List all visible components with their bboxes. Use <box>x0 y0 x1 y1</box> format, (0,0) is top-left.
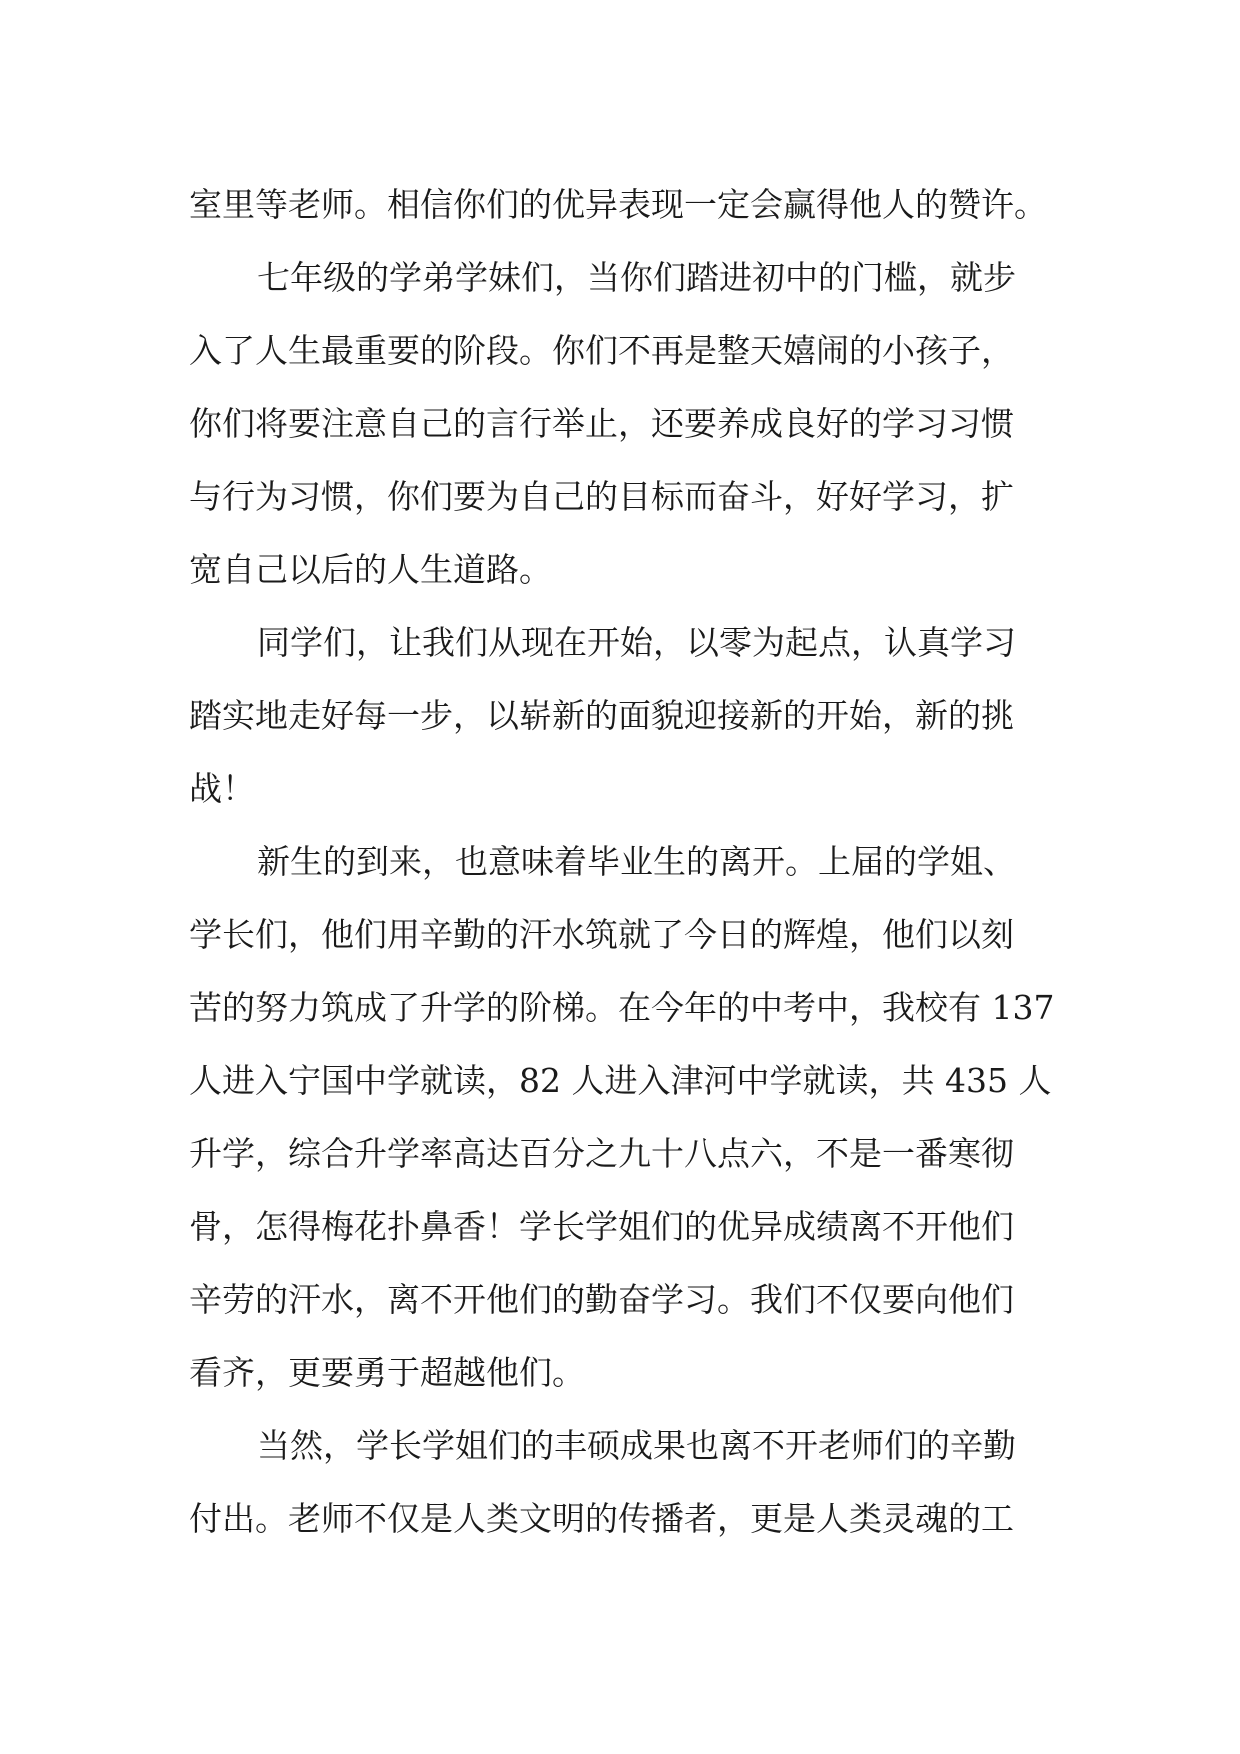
text-line: 入了人生最重要的阶段。你们不再是整天嬉闹的小孩子， <box>189 331 1014 370</box>
paragraph-start-line: 新生的到来，也意味着毕业生的离开。上届的学姐、 <box>257 842 1016 881</box>
paragraph-start-line: 同学们，让我们从现在开始，以零为起点，认真学习 <box>257 623 1016 662</box>
text-line: 看齐，更要勇于超越他们。 <box>189 1353 585 1392</box>
text-line: 辛劳的汗水，离不开他们的勤奋学习。我们不仅要向他们 <box>189 1280 1014 1319</box>
text-line: 室里等老师。相信你们的优异表现一定会赢得他人的赞许。 <box>189 185 1047 224</box>
text-line: 苦的努力筑成了升学的阶梯。在今年的中考中，我校有 137 <box>189 988 1055 1027</box>
text-line: 骨，怎得梅花扑鼻香！学长学姐们的优异成绩离不开他们 <box>189 1207 1014 1246</box>
text-line: 人进入宁国中学就读，82 人进入津河中学就读，共 435 人 <box>189 1061 1052 1100</box>
paragraph-start-line: 七年级的学弟学妹们，当你们踏进初中的门槛，就步 <box>257 258 1016 297</box>
text-line: 战！ <box>189 769 255 808</box>
text-line: 学长们，他们用辛勤的汗水筑就了今日的辉煌，他们以刻 <box>189 915 1014 954</box>
body-text <box>189 168 1059 1555</box>
text-line: 宽自己以后的人生道路。 <box>189 550 552 589</box>
text-line: 付出。老师不仅是人类文明的传播者，更是人类灵魂的工 <box>189 1499 1014 1538</box>
paragraph-start-line: 当然，学长学姐们的丰硕成果也离不开老师们的辛勤 <box>257 1426 1016 1465</box>
text-line: 与行为习惯，你们要为自己的目标而奋斗，好好学习，扩 <box>189 477 1014 516</box>
text-line: 你们将要注意自己的言行举止，还要养成良好的学习习惯 <box>189 404 1014 443</box>
text-line: 踏实地走好每一步，以崭新的面貌迎接新的开始，新的挑 <box>189 696 1014 735</box>
text-line: 升学，综合升学率高达百分之九十八点六，不是一番寒彻 <box>189 1134 1014 1173</box>
